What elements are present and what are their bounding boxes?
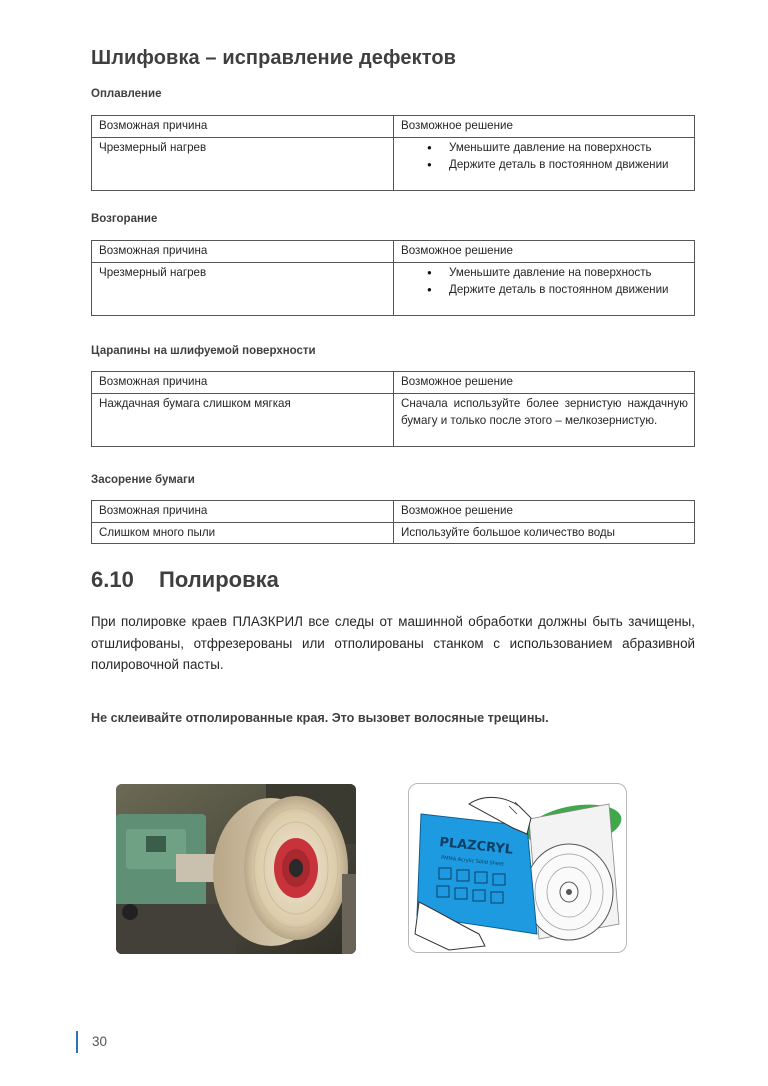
header-cause: Возможная причина	[92, 372, 394, 394]
header-cause: Возможная причина	[92, 241, 394, 263]
solution-cell	[394, 262, 695, 315]
polishing-illustration	[408, 783, 627, 953]
page-number: 30	[76, 1031, 107, 1053]
defect-table-ignition	[91, 240, 695, 316]
buffing-wheel-image	[116, 784, 356, 954]
cause-cell: Чрезмерный нагрев	[92, 262, 394, 315]
sheet-subtitle: PMMA Acrylic Solid Sheet	[440, 855, 505, 868]
cause-cell: Слишком много пыли	[92, 522, 394, 544]
table-row	[92, 522, 695, 544]
header-solution: Возможное решение	[394, 501, 695, 523]
solution-list	[427, 264, 682, 299]
polishing-sketch-image	[409, 784, 627, 953]
list-item: ● Держите деталь в постоянном движении	[427, 281, 682, 299]
defect-heading-scratches: Царапины на шлифуемой поверхности	[91, 345, 316, 357]
page-title: Шлифовка – исправление дефектов	[91, 47, 457, 69]
table-header-row	[92, 241, 695, 263]
header-solution: Возможное решение	[394, 241, 695, 263]
table-row	[92, 137, 695, 190]
sheet-brand: PLAZCRYL	[438, 835, 514, 858]
section-title: Полировка	[159, 567, 279, 592]
list-item: ● Уменьшите давление на поверхность	[427, 139, 682, 157]
defect-table-melting	[91, 115, 695, 191]
solution-cell: Используйте большое количество воды	[394, 522, 695, 544]
warning-note: Не склеивайте отполированные края. Это вызовет волосяные трещины.	[91, 711, 549, 725]
header-cause: Возможная причина	[92, 501, 394, 523]
table-header-row	[92, 116, 695, 138]
header-solution: Возможное решение	[394, 116, 695, 138]
defect-heading-ignition: Возгорание	[91, 213, 158, 225]
section-paragraph: При полировке краев ПЛАЗКРИЛ все следы от машинной обработки должны быть зачищены, отшлифованы, отфрезерованы или отполированы станком с использованием абразивной полировочной пасты.	[91, 614, 695, 672]
defect-table-clogging	[91, 500, 695, 544]
solution-list	[427, 139, 682, 174]
section-heading	[91, 567, 279, 593]
buffing-wheel-photo	[116, 784, 356, 954]
table-row	[92, 262, 695, 315]
table-header-row	[92, 501, 695, 523]
table-row	[92, 393, 695, 446]
header-solution: Возможное решение	[394, 372, 695, 394]
table-header-row	[92, 372, 695, 394]
header-cause: Возможная причина	[92, 116, 394, 138]
defect-heading-melting: Оплавление	[91, 88, 162, 100]
solution-cell: Сначала используйте более зернистую наждачную бумагу и только после этого – мелкозернистую.	[394, 393, 695, 446]
list-item: ● Уменьшите давление на поверхность	[427, 264, 682, 282]
section-number: 6.10	[91, 567, 134, 592]
defect-heading-clogging: Засорение бумаги	[91, 474, 195, 486]
list-item: ● Держите деталь в постоянном движении	[427, 156, 682, 174]
cause-cell: Наждачная бумага слишком мягкая	[92, 393, 394, 446]
solution-cell	[394, 137, 695, 190]
cause-cell: Чрезмерный нагрев	[92, 137, 394, 190]
defect-table-scratches	[91, 371, 695, 447]
